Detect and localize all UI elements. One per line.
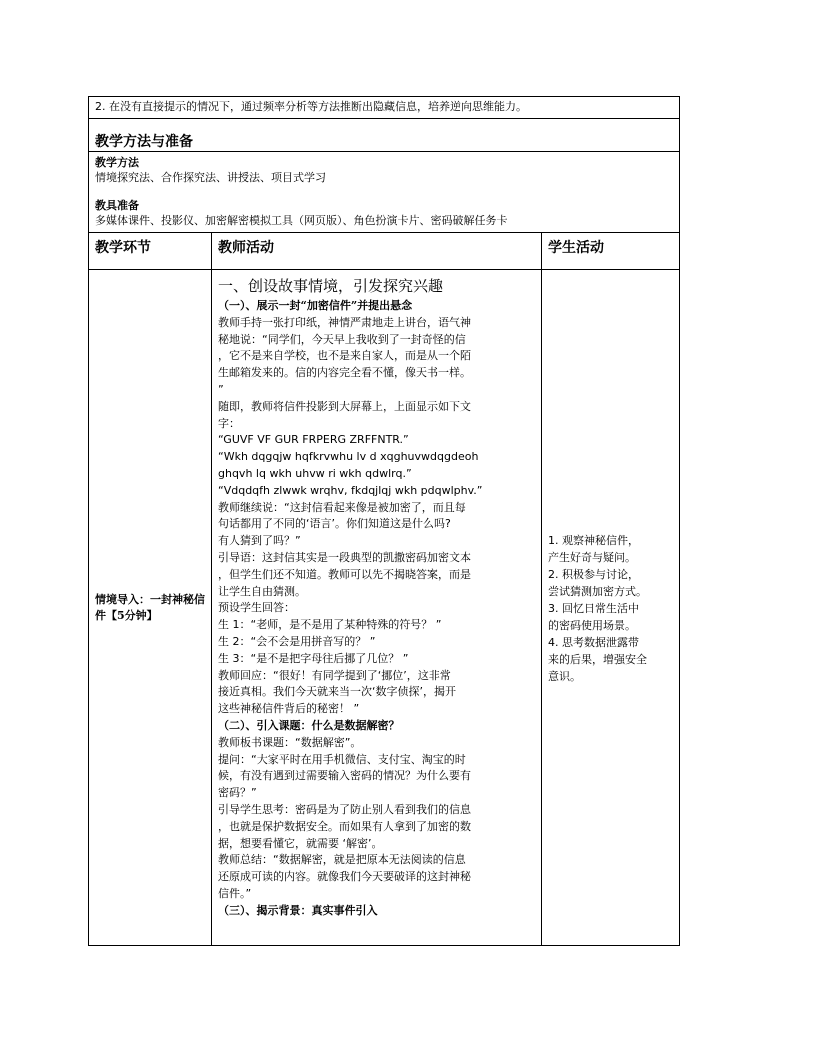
teacher-text-line: 生 3：“是不是把字母往后挪了几位？ ” — [218, 651, 409, 665]
teacher-text-line: 字： — [218, 416, 240, 430]
teacher-text-line: 随即，教师将信件投影到大屏幕上，上面显示如下文 — [218, 399, 471, 413]
student-text-line: 尝试猜测加密方式。 — [548, 585, 647, 598]
student-text-line: 产生好奇与疑问。 — [548, 551, 636, 564]
teacher-lines — [218, 298, 535, 919]
teacher-text-line: 生 1：“老师，是不是用了某种特殊的符号？ ” — [218, 618, 442, 632]
teacher-text-line: 生 2：“会不会是用拼音写的？ ” — [218, 634, 376, 648]
student-activity — [542, 270, 680, 946]
teacher-text-line: ，也就是保护数据安全。而如果有人拿到了加密的数 — [218, 819, 471, 833]
teacher-text-line: 教师总结：“数据解密，就是把原本无法阅读的信息 — [218, 853, 466, 867]
activity-row — [89, 270, 680, 946]
teacher-text-line: 教师继续说：“这封信看起来像是被加密了，而且每 — [218, 500, 466, 514]
teacher-text-line: ” — [218, 382, 224, 396]
student-text-line: 意识。 — [548, 670, 581, 683]
teacher-text-line: 这些神秘信件背后的秘密！ ” — [218, 702, 360, 716]
methods-heading: 教学方法 — [95, 156, 139, 169]
teacher-text-line: 教师回应：“很好！有同学提到了‘挪位’，这非常 — [218, 668, 451, 682]
header-teacher: 教师活动 — [212, 233, 542, 270]
lesson-section-title: 一、创设故事情境，引发探究兴趣 — [218, 277, 444, 295]
spacer — [95, 186, 673, 198]
teacher-text-line: 接近真相。我们今天就来当一次‘数字侦探’，揭开 — [218, 685, 456, 699]
teacher-text-line: ghqvh lq wkh uhvw ri wkh qdwlrq.” — [218, 466, 412, 480]
teacher-text-line: 预设学生回答： — [218, 601, 295, 615]
teacher-text-line: 信件。” — [218, 886, 252, 900]
tools-heading: 教具准备 — [95, 199, 139, 212]
methods-section-title: 教学方法与准备 — [89, 119, 680, 152]
teacher-text-line: 引导学生思考：密码是为了防止别人看到我们的信息 — [218, 802, 471, 816]
table-header-row — [89, 233, 680, 270]
objective-row — [89, 97, 680, 119]
teacher-text-line: 密码？” — [218, 786, 257, 800]
teacher-text-line: “Vdqdqfh zlwwk wrqhv, fkdqjlqj wkh pdqwlphv.” — [218, 483, 483, 497]
tools-text: 多媒体课件、投影仪、加密解密模拟工具（网页版）、角色扮演卡片、密码破解任务卡 — [95, 214, 508, 227]
lesson-plan-table — [88, 96, 680, 946]
teacher-text-line: “GUVF VF GUR FRPERG ZRFFNTR.” — [218, 433, 409, 447]
student-text-line: 来的后果，增强安全 — [548, 653, 647, 666]
teacher-text-line: 提问：“大家平时在用手机微信、支付宝、淘宝的时 — [218, 752, 466, 766]
header-stage: 教学环节 — [89, 233, 212, 270]
header-student: 学生活动 — [542, 233, 680, 270]
teacher-text-line: ，但学生们还不知道。教师可以先不揭晓答案，而是 — [218, 567, 471, 581]
student-lines — [548, 532, 673, 685]
student-text-line: 2. 积极参与讨论， — [548, 568, 639, 581]
teacher-subheading: （二）、引入课题：什么是数据解密？ — [218, 718, 400, 732]
teacher-text-line: 候，有没有遇到过需要输入密码的情况？为什么要有 — [218, 769, 471, 783]
teacher-subheading: （三）、揭示背景：真实事件引入 — [218, 903, 378, 917]
teacher-text-line: 让学生自由猜测。 — [218, 584, 306, 598]
teacher-text-line: 据，想要看懂它，就需要 ‘解密’。 — [218, 836, 383, 850]
teacher-text-line: 引导语：这封信其实是一段典型的凯撒密码加密文本 — [218, 550, 471, 564]
student-text-line: 3. 回忆日常生活中 — [548, 602, 639, 615]
methods-title-row — [89, 119, 680, 152]
teacher-text-line: 教师手持一张打印纸，神情严肃地走上讲台，语气神 — [218, 315, 471, 329]
teacher-text-line: “Wkh dqgqjw hqfkrvwhu lv d xqghuvwdqgdeoh — [218, 450, 479, 464]
student-text-line: 4. 思考数据泄露带 — [548, 636, 639, 649]
teacher-text-line: 生邮箱发来的。信的内容完全看不懂，像天书一样。 — [218, 366, 471, 380]
document-page — [88, 96, 679, 946]
teacher-subheading: （一）、展示一封“加密信件”并提出悬念 — [218, 299, 413, 312]
stage-label: 情境导入：一封神秘信件【5分钟】 — [89, 270, 212, 946]
methods-text: 情境探究法、合作探究法、讲授法、项目式学习 — [95, 171, 326, 184]
student-text-line: 的密码使用场景。 — [548, 619, 636, 632]
teacher-text-line: 有人猜到了吗？” — [218, 534, 301, 548]
methods-content-cell — [89, 152, 680, 233]
student-text-line: 1. 观察神秘信件， — [548, 534, 639, 547]
teacher-text-line: 教师板书课题：“数据解密”。 — [218, 735, 362, 749]
teacher-text-line: ，它不是来自学校，也不是来自家人，而是从一个陌 — [218, 349, 471, 363]
methods-content-row — [89, 152, 680, 233]
teacher-text-line: 句话都用了不同的‘语言’。你们知道这是什么吗? — [218, 517, 451, 531]
teacher-activity — [212, 270, 542, 946]
objective-line: 2. 在没有直接提示的情况下，通过频率分析等方法推断出隐藏信息，培养逆向思维能力。 — [89, 97, 680, 119]
teacher-text-line: 还原成可读的内容。就像我们今天要破译的这封神秘 — [218, 870, 471, 884]
teacher-text-line: 秘地说：“同学们，今天早上我收到了一封奇怪的信 — [218, 332, 466, 346]
